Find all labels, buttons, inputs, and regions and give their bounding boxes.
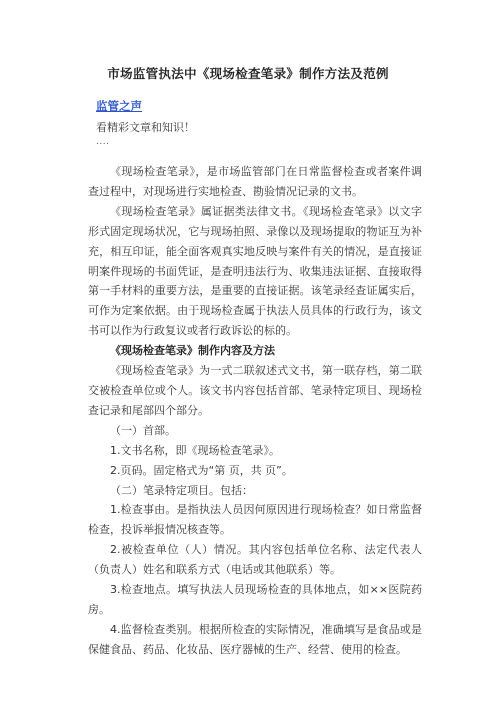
page-title: 市场监管执法中《现场检查笔录》制作方法及范例 — [107, 66, 389, 81]
paragraph: 2.被检查单位（人）情况。其内容包括单位名称、法定代表人（负责人）姓名和联系方式（电话或其他联系）等。 — [88, 543, 422, 577]
intro-text: 看精彩文章和知识！ — [96, 121, 195, 134]
paragraph: 4.监督检查类别。根据所检查的实际情况，准确填写是食品或是保健食品、药品、化妆品、医疗器械的生产、经营、使用的检查。 — [88, 622, 422, 656]
paragraph: 3.检查地点。填写执法人员现场检查的具体地点，如××医院药房。 — [88, 583, 422, 616]
paragraph: （二）笔录特定项目。包括： — [110, 483, 253, 497]
ellipsis-separator: .... — [96, 137, 110, 147]
article-body — [88, 162, 422, 660]
paragraph: （一）首部。 — [110, 423, 176, 437]
paragraph: 1.检查事由。是指执法人员因何原因进行现场检查？如日常监督检查，投诉举报情况核查等。 — [88, 503, 422, 537]
paragraph: 2.页码。固定格式为“第 页，共 页”。 — [110, 463, 293, 477]
section-heading: 《现场检查笔录》制作内容及方法 — [110, 344, 275, 358]
paragraph: 1.文书名称，即《现场检查笔录》。 — [110, 443, 280, 457]
paragraph: 《现场检查笔录》属证据类法律文书。《现场检查笔录》以文字形式固定现场状况，它与现场拍照、录像以及现场提取的物证互为补充，相互印证，能全面客观真实地反映与案件有关的情况，是直接证明案件现场的书面凭证，是查明违法行为、收集违法证据、直接取得第一手材料的重要方法，是重要的直接证据。该笔录经查证属实后，可作为定案依据。由于现场检查属于执法人员具体的行政行为，该文书可以作为行政复议或者行政诉讼的标的。 — [88, 204, 422, 338]
paragraph: 《现场检查笔录》，是市场监管部门在日常监督检查或者案件调查过程中，对现场进行实地检查、勘验情况记录的文书。 — [88, 165, 422, 198]
paragraph: 《现场检查笔录》为一式二联叙述式文书，第一联存档，第二联交被检查单位或个人。该文书内容包括首部、笔录特定项目、现场检查记录和尾部四个部分。 — [88, 364, 422, 417]
author-link[interactable]: 监管之声 — [96, 99, 142, 113]
